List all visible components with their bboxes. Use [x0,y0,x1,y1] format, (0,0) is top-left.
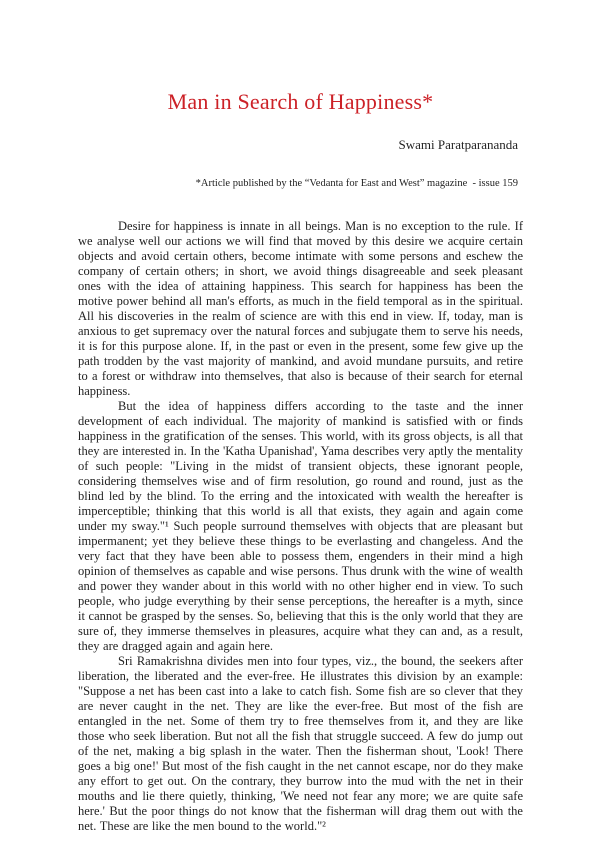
article-body [78,219,523,834]
body-paragraph-1: Desire for happiness is innate in all beings. Man is no exception to the rule. If we analyse well our actions we will find that moved by this desire we acquire certain objects and avoid certain others, become intimate with some persons and eschew the company of certain others; in short, we avoid things disagreeable and seek pleasant ones with the idea of attaining happiness. This search for happiness has been the motive power behind all man's efforts, as much in the field temporal as in the spiritual. All his discoveries in the realm of science are with this end in view. If, today, man is anxious to get supremacy over the natural forces and subjugate them to serve his needs, it is for this purpose alone. If, in the past or even in the present, some few give up the path trodden by the vast majority of mankind, and avoid mundane pursuits, and retire to a forest or withdraw into themselves, that also is because of their search for eternal happiness. [78,219,523,398]
body-paragraph-3: Sri Ramakrishna divides men into four types, viz., the bound, the seekers after liberation, the liberated and the ever-free. He illustrates this division by an example: "Suppose a net has been cast into a lake to catch fish. Some fish are so clever that they are never caught in the net. They are like the ever-free. But most of the fish are entangled in the net. Some of them try to free themselves from it, and they are like those who seek liberation. But not all the fish that struggle succeed. A few do jump out of the net, making a big splash in the water. Then the fisherman shout, 'Look! There goes a big one!' But most of the fish caught in the net cannot escape, nor do they make any effort to get out. On the contrary, they burrow into the mud with the net in their mouths and lie there quietly, thinking, 'We need not fear any more; we are quite safe here.' But the poor things do not know that the fisherman will drag them out with the net. These are like the men bound to the world."² [78,654,523,833]
body-paragraph-2: But the idea of happiness differs according to the taste and the inner development of each individual. The majority of mankind is satisfied with or finds happiness in the gratification of the senses. This world, with its gross objects, is all that they are interested in. In the 'Katha Upanishad', Yama describes very aptly the mentality of such people: "Living in the midst of transient objects, these ignorant people, considering themselves wise and of firm resolution, go round and round, just as the blind led by the blind. To the erring and the intoxicated with wealth the hereafter is imperceptible; thinking that this world is all that exists, they again and again come under my sway."¹ Such people surround themselves with objects that are pleasant but impermanent; yet they believe these things to be everlasting and changeless. And the very fact that they have been able to possess them, engenders in their mind a high opinion of themselves as capable and wise persons. Thus drunk with the wine of wealth and power they wander about in this world with no other higher end in view. To such people, who judge everything by their sense perceptions, the hereafter is a myth, since it cannot be grasped by the senses. So, believing that this is the only world that they are sure of, they immerse themselves in pleasures, acquire what they can and, as a result, they are dragged again and again here. [78,399,523,653]
author-name: Swami Paratparananda [398,137,518,152]
publication-note: *Article published by the “Vedanta for East and West” magazine - issue 159 [195,178,518,189]
article-content [78,0,523,834]
article-title: Man in Search of Happiness* [167,89,434,114]
